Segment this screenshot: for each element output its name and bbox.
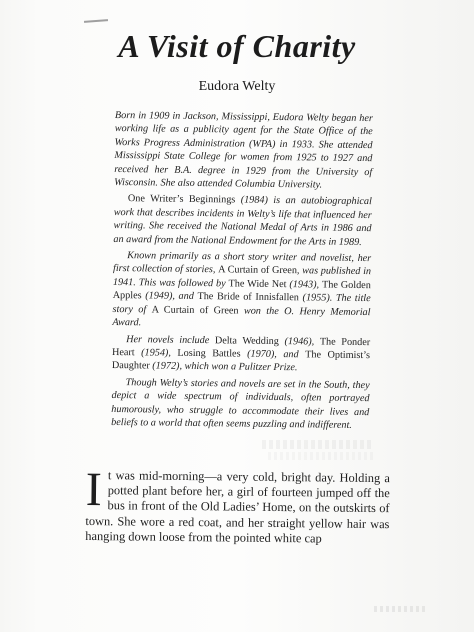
- bio-text: (1955). The title story of: [112, 292, 371, 316]
- book-title-bride-of-innisfallen: The Bride of Innisfallen: [197, 291, 300, 304]
- bio-paragraph-3: [112, 249, 371, 333]
- bio-paragraph-1: Born in 1909 in Jackson, Mississippi, Eudora Welty began her working life as a publicity agent for the State Office of the Works Progress Administration (WPA) in 1933. She attended Mississippi State College for women from 1925 to 1927 and received her B.A. degree in 1929 from the University of Wisconsin. She also attended Columbia University.: [114, 109, 373, 191]
- bio-text: (1970), and: [240, 348, 306, 361]
- story-text: t was mid-morning—a very cold, bright day. Holding a potted plant before her, a girl of fourteen jumped off the bus in front of the Old Ladies’ Home, on the outskirts of town. She wore a red coat, and her straight yellow hair was hanging down loose from the pointed white cap: [85, 468, 390, 546]
- book-title-writers-beginnings: One Writer’s Beginnings: [127, 193, 236, 206]
- bio-text: won the O. Henry Memorial Award.: [112, 305, 371, 329]
- book-title-delta-wedding: Delta Wedding: [214, 334, 279, 347]
- book-title-ponder-heart: The Ponder Heart: [111, 336, 371, 359]
- bio-paragraph-5: Though Welty’s stories and novels are set in the South, they depict a wide spectrum of individuals, often portrayed humorously, who struggle to accommodate their lives and beliefs to a world that often seems puzzling and indifferent.: [111, 376, 370, 431]
- bio-paragraph-2: [113, 192, 372, 249]
- book-title-golden-apples: The Golden Apples: [112, 279, 371, 302]
- pen-mark: [84, 19, 108, 23]
- bio-text: Known primarily as a short story writer and novelist, her first collection of stories,: [112, 250, 372, 276]
- bio-text: (1954),: [134, 347, 178, 359]
- bio-text: (1943),: [286, 278, 323, 291]
- author-biography: [111, 109, 373, 435]
- drop-cap: I: [85, 463, 103, 517]
- bio-text: (1972), which won a Pulitzer Prize.: [149, 360, 298, 374]
- story-paragraph: [85, 463, 390, 547]
- show-through-text: [262, 440, 374, 449]
- story-opening: [85, 463, 390, 547]
- bio-text: (1946),: [278, 335, 320, 348]
- book-title-curtain-of-green: A Curtain of Green: [218, 264, 298, 277]
- bio-text: , was published in 1941. This was followed by: [112, 265, 372, 290]
- author-name: Eudora Welty: [198, 79, 276, 94]
- bio-text: Her novels include: [126, 333, 215, 346]
- bio-text: (1984) is an autobiographical work that describes incidents in Welty’s life that influenced her writing. She received the National Medal of Arts in 1986 and an award from the National Endowment for the Arts in 1989.: [113, 194, 372, 248]
- show-through-text: [268, 452, 374, 460]
- bio-text: (1949), and: [141, 290, 198, 303]
- bio-paragraph-4: [112, 332, 370, 375]
- book-title-curtain-of-green: A Curtain of Green: [151, 304, 239, 317]
- book-title-wide-net: The Wide Net: [228, 278, 287, 290]
- book-title-optimists-daughter: The Optimist’s Daughter: [111, 349, 371, 372]
- show-through-text: [374, 606, 426, 612]
- book-title-losing-battles: Losing Battles: [177, 347, 241, 360]
- story-title: A Visit of Charity: [118, 28, 356, 64]
